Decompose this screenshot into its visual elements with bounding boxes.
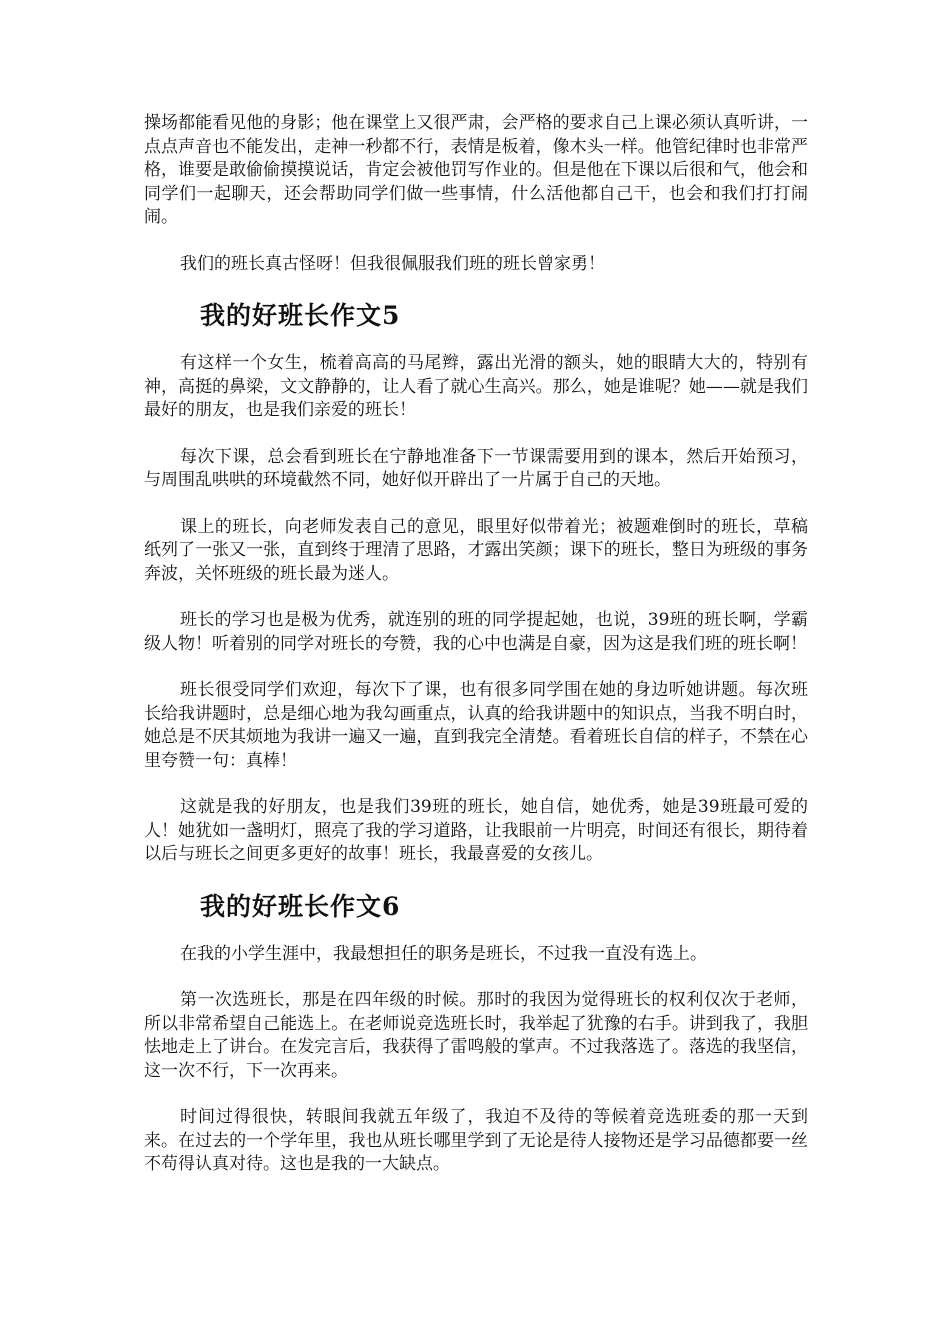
- paragraph: 这就是我的好朋友，也是我们39班的班长，她自信，她优秀，她是39班最可爱的人！她犹如一盏明灯，照亮了我的学习道路，让我眼前一片明亮，时间还有很长，期待着以后与班长之间更多更好的故事！班长，我最喜爱的女孩儿。: [144, 797, 808, 864]
- paragraph: 每次下课，总会看到班长在宁静地准备下一节课需要用到的课本，然后开始预习，与周围乱哄哄的环境截然不同，她好似开辟出了一片属于自己的天地。: [144, 446, 808, 490]
- paragraph: 操场都能看见他的身影；他在课堂上又很严肃，会严格的要求自己上课必须认真听讲，一点点声音也不能发出，走神一秒都不行，表情是板着，像木头一样。他管纪律时也非常严格，谁要是敢偷偷摸摸说话，肯定会被他罚写作业的。但是他在下课以后很和气，他会和同学们一起聊天，还会帮助同学们做一些事情，什么活他都自己干，也会和我们打打闹闹。: [144, 113, 808, 227]
- paragraph: 班长很受同学们欢迎，每次下了课，也有很多同学围在她的身边听她讲题。每次班长给我讲题时，总是细心地为我勾画重点，认真的给我讲题中的知识点，当我不明白时，她总是不厌其烦地为我讲一遍又一遍，直到我完全清楚。看着班长自信的样子，不禁在心里夸赞一句：真棒！: [144, 680, 808, 771]
- paragraph: 班长的学习也是极为优秀，就连别的班的同学提起她，也说，39班的班长啊，学霸级人物！听着别的同学对班长的夸赞，我的心中也满是自豪，因为这是我们班的班长啊！: [144, 610, 808, 654]
- section-heading: 我的好班长作文6: [200, 891, 401, 921]
- paragraph: 在我的小学生涯中，我最想担任的职务是班长，不过我一直没有选上。: [180, 943, 707, 964]
- paragraph: 我们的班长真古怪呀！但我很佩服我们班的班长曾家勇！: [180, 253, 605, 274]
- paragraph: 有这样一个女生，梳着高高的马尾辫，露出光滑的额头，她的眼睛大大的，特别有神，高挺的鼻梁，文文静静的，让人看了就心生高兴。那么，她是谁呢？她——就是我们最好的朋友，也是我们亲爱的班长！: [144, 353, 808, 420]
- section-heading: 我的好班长作文5: [200, 301, 401, 330]
- paragraph: 第一次选班长，那是在四年级的时候。那时的我因为觉得班长的权利仅次于老师，所以非常希望自己能选上。在老师说竞选班长时，我举起了犹豫的右手。讲到我了，我胆怯地走上了讲台。在发完言后，我获得了雷鸣般的掌声。不过我落选了。落选的我坚信，这一次不行，下一次再来。: [144, 990, 808, 1081]
- document-page: [144, 112, 808, 1200]
- paragraph: 课上的班长，向老师发表自己的意见，眼里好似带着光；被题难倒时的班长，草稿纸列了一张又一张，直到终于理清了思路，才露出笑颜；课下的班长，整日为班级的事务奔波，关怀班级的班长最为迷人。: [144, 516, 808, 584]
- paragraph: 时间过得很快，转眼间我就五年级了，我迫不及待的等候着竞选班委的那一天到来。在过去的一个学年里，我也从班长哪里学到了无论是待人接物还是学习品德都要一丝不苟得认真对待。这也是我的一大缺点。: [144, 1107, 808, 1174]
